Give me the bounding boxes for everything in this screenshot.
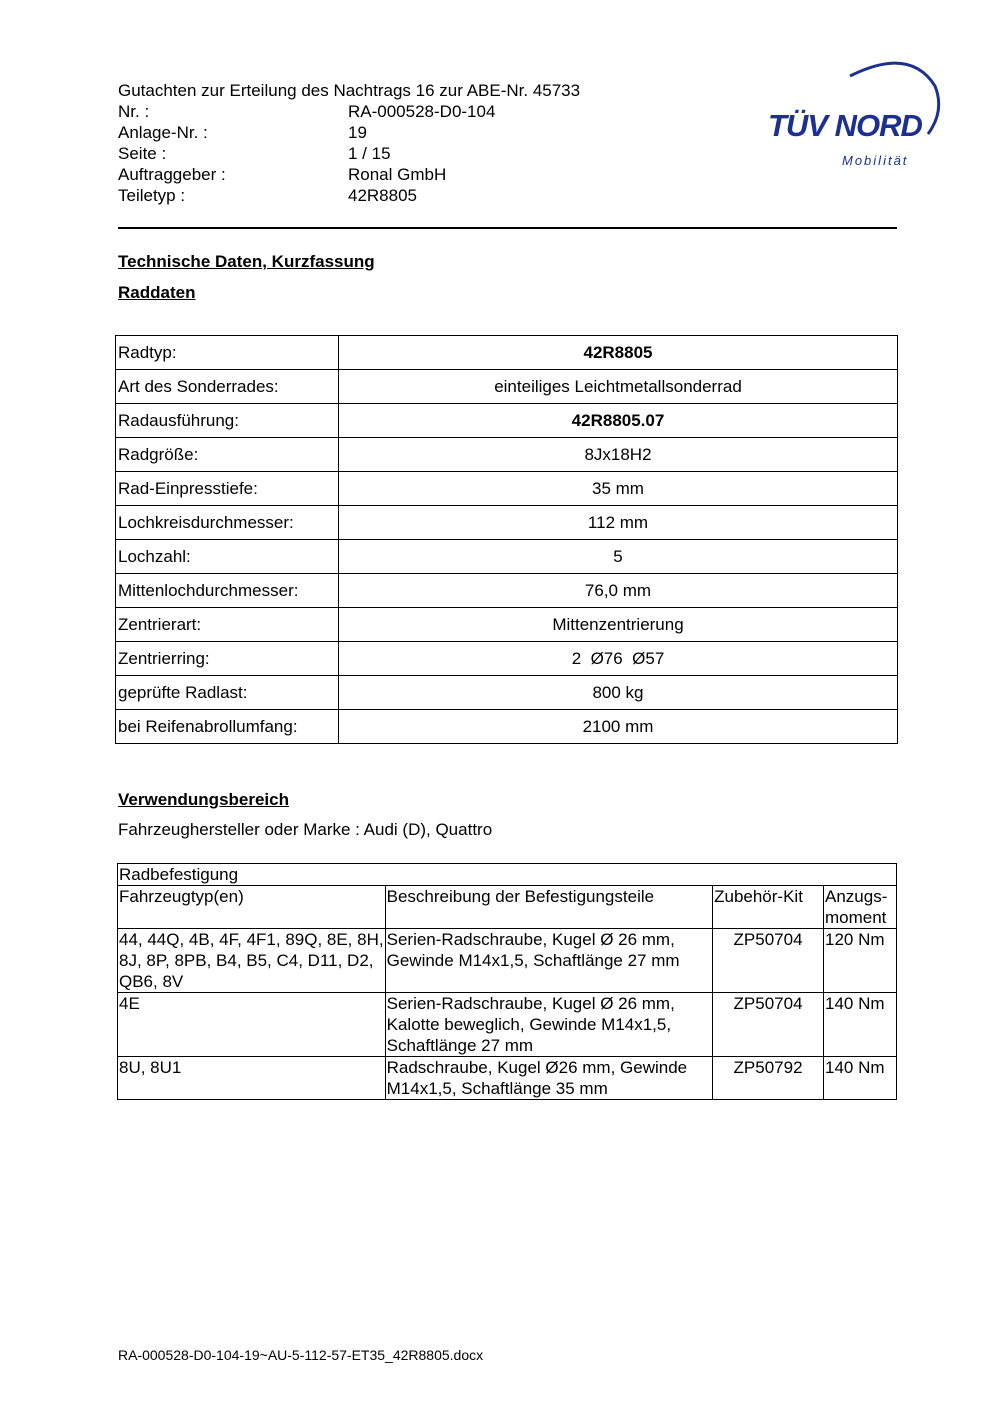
- torque-cell: 120 Nm: [824, 929, 897, 993]
- row-value: einteiliges Leichtmetallsonderrad: [339, 370, 898, 404]
- table-header-row: [118, 886, 897, 929]
- torque-cell: 140 Nm: [824, 993, 897, 1057]
- document-title: Gutachten zur Erteilung des Nachtrags 16 zur ABE-Nr. 45733: [118, 81, 581, 100]
- header-value: RA-000528-D0-104: [348, 102, 496, 121]
- row-label: Zentrierart:: [116, 608, 339, 642]
- kit-cell: ZP50704: [713, 929, 824, 993]
- row-value: 8Jx18H2: [339, 438, 898, 472]
- row-label: Radausführung:: [116, 404, 339, 438]
- header-value: Ronal GmbH: [348, 165, 447, 184]
- row-label: Zentrierring:: [116, 642, 339, 676]
- table-row: [116, 438, 898, 472]
- vehicle-types-cell: 44, 44Q, 4B, 4F, 4F1, 89Q, 8E, 8H, 8J, 8P, 8PB, B4, B5, C4, D11, D2, QB6, 8V: [119, 930, 384, 991]
- fixing-table: [117, 863, 897, 1100]
- svg-text:Mobilität: Mobilität: [842, 153, 909, 168]
- row-value: 800 kg: [339, 676, 898, 710]
- description-cell: Serien-Radschraube, Kugel Ø 26 mm, Kalotte beweglich, Gewinde M14x1,5, Schaftlänge 27 mm: [385, 993, 712, 1057]
- row-label: Art des Sonderrades:: [116, 370, 339, 404]
- section-heading-technical: Technische Daten, Kurzfassung: [118, 252, 375, 271]
- table-row: [118, 993, 897, 1057]
- footer-filename: RA-000528-D0-104-19~AU-5-112-57-ET35_42R8805.docx: [118, 1347, 484, 1363]
- row-value: 2100 mm: [339, 710, 898, 744]
- row-value: 42R8805: [339, 336, 898, 370]
- row-label: Lochzahl:: [116, 540, 339, 574]
- table-row: [116, 710, 898, 744]
- row-value: Mittenzentrierung: [339, 608, 898, 642]
- row-value: 112 mm: [339, 506, 898, 540]
- table-row: [116, 336, 898, 370]
- table-row: [118, 929, 897, 993]
- header-value: 1 / 15: [348, 144, 391, 163]
- header-label: Teiletyp :: [118, 186, 186, 205]
- document-header: [118, 80, 678, 206]
- row-label: Radgröße:: [116, 438, 339, 472]
- kit-cell: ZP50792: [713, 1057, 824, 1100]
- vehicle-types-cell: 4E: [118, 993, 386, 1057]
- table-row: [118, 1057, 897, 1100]
- table-title: Radbefestigung: [118, 864, 897, 886]
- row-label: Rad-Einpresstiefe:: [116, 472, 339, 506]
- description-cell: Serien-Radschraube, Kugel Ø 26 mm, Gewinde M14x1,5, Schaftlänge 27 mm: [385, 929, 712, 993]
- table-title-row: [118, 864, 897, 886]
- torque-cell: 140 Nm: [824, 1057, 897, 1100]
- column-header: Fahrzeugtyp(en): [118, 886, 386, 929]
- header-label: Nr. :: [118, 102, 150, 121]
- row-value: 2 Ø76 Ø57: [339, 642, 898, 676]
- tuev-nord-logo: [760, 56, 945, 174]
- header-row-teiletyp: [118, 185, 678, 206]
- table-row: [116, 506, 898, 540]
- row-label: geprüfte Radlast:: [116, 676, 339, 710]
- table-row: [116, 472, 898, 506]
- row-label: bei Reifenabrollumfang:: [116, 710, 339, 744]
- svg-text:TÜV NORD: TÜV NORD: [768, 108, 922, 143]
- kit-cell: ZP50704: [713, 993, 824, 1057]
- header-row-seite: [118, 143, 678, 164]
- table-row: [116, 642, 898, 676]
- header-divider: [118, 227, 897, 229]
- table-row: [116, 540, 898, 574]
- table-row: [116, 608, 898, 642]
- row-label: Radtyp:: [116, 336, 339, 370]
- row-label: Lochkreisdurchmesser:: [116, 506, 339, 540]
- description-cell: Radschraube, Kugel Ø26 mm, Gewinde M14x1,5, Schaftlänge 35 mm: [385, 1057, 712, 1100]
- header-value: 42R8805: [348, 186, 418, 205]
- header-label: Auftraggeber :: [118, 165, 226, 184]
- table-row: [116, 370, 898, 404]
- section-heading-raddaten: Raddaten: [118, 283, 196, 302]
- header-row-nr: [118, 101, 678, 122]
- table-row: [116, 404, 898, 438]
- column-header: Beschreibung der Befestigungsteile: [385, 886, 712, 929]
- row-label: Mittenlochdurchmesser:: [116, 574, 339, 608]
- table-row: [116, 574, 898, 608]
- row-value: 35 mm: [339, 472, 898, 506]
- header-row-anlage: [118, 122, 678, 143]
- header-label: Anlage-Nr. :: [118, 123, 208, 142]
- row-value: 5: [339, 540, 898, 574]
- header-label: Seite :: [118, 144, 167, 163]
- table-row: [116, 676, 898, 710]
- manufacturer-line: Fahrzeughersteller oder Marke : Audi (D), Quattro: [118, 820, 493, 839]
- header-value: 19: [348, 123, 367, 142]
- row-value: 42R8805.07: [339, 404, 898, 438]
- section-heading-usage: Verwendungsbereich: [118, 790, 289, 809]
- vehicle-types-cell: 8U, 8U1: [118, 1057, 386, 1100]
- wheel-data-table: [115, 335, 898, 744]
- row-value: 76,0 mm: [339, 574, 898, 608]
- column-header: Zubehör-Kit: [713, 886, 824, 929]
- column-header: Anzugs- moment: [824, 886, 897, 929]
- header-row-auftraggeber: [118, 164, 678, 185]
